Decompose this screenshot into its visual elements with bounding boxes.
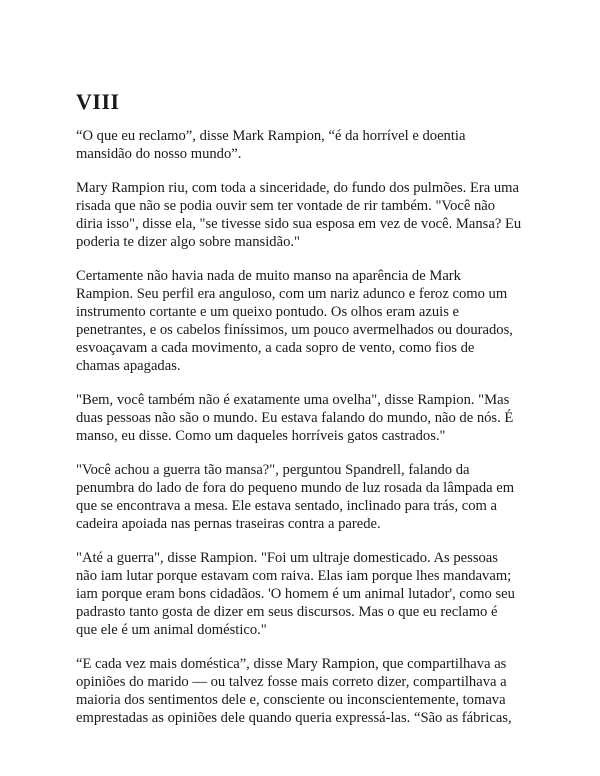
text-line: diria isso", disse ela, "se tivesse sido sua esposa em vez de você. Mansa? Eu: [76, 216, 522, 232]
text-line: iam porque eram bons cidadãos. 'O homem é um animal lutador', como seu: [76, 586, 515, 602]
text-line: poderia te dizer algo sobre mansidão.": [76, 234, 300, 250]
paragraph: [76, 391, 536, 445]
text-line: penumbra do lado de fora do pequeno mundo de luz rosada da lâmpada em: [76, 480, 515, 496]
text-line: cadeira apoiada nas pernas traseiras contra a parede.: [76, 516, 381, 532]
paragraph: [76, 179, 536, 251]
text-line: manso, eu disse. Como um daqueles horríveis gatos castrados.": [76, 428, 446, 444]
text-line: Mary Rampion riu, com toda a sinceridade, do fundo dos pulmões. Era uma: [76, 180, 519, 196]
text-line: maioria dos sentimentos dele e, consciente ou inconscientemente, tomava: [76, 692, 506, 708]
paragraph: [76, 267, 536, 375]
text-line: que se encontrava a mesa. Ele estava sentado, inclinado para trás, com a: [76, 498, 498, 514]
text-line: mansidão do nosso mundo”.: [76, 146, 242, 162]
text-line: não iam lutar porque estavam com raiva. Elas iam porque lhes mandavam;: [76, 568, 512, 584]
text-line: “O que eu reclamo”, disse Mark Rampion, “é da horrível e doentia: [76, 128, 466, 144]
text-line: chamas apagadas.: [76, 358, 181, 374]
text-line: "Você achou a guerra tão mansa?", perguntou Spandrell, falando da: [76, 462, 470, 478]
text-line: “E cada vez mais doméstica”, disse Mary Rampion, que compartilhava as: [76, 656, 507, 672]
paragraph: [76, 655, 536, 727]
chapter-title: VIII: [76, 89, 120, 114]
text-line: opiniões do marido — ou talvez fosse mais correto dizer, compartilhava a: [76, 674, 507, 690]
text-line: "Até a guerra", disse Rampion. "Foi um ultraje domesticado. As pessoas: [76, 550, 498, 566]
paragraph: [76, 461, 536, 533]
text-line: Certamente não havia nada de muito manso na aparência de Mark: [76, 268, 461, 284]
text-line: padrasto tanto gosta de dizer em seus discursos. Mas o que eu reclamo é: [76, 604, 498, 620]
text-line: emprestadas as opiniões dele quando queria expressá-las. “São as fábricas,: [76, 710, 512, 726]
text-line: Rampion. Seu perfil era anguloso, com um nariz adunco e feroz como um: [76, 286, 508, 302]
text-line: esvoaçavam a cada movimento, a cada sopro de vento, como fios de: [76, 340, 475, 356]
text-line: risada que não se podia ouvir sem ter vontade de rir também. "Você não: [76, 198, 496, 214]
paragraph: [76, 549, 536, 639]
paragraph: [76, 127, 536, 163]
text-line: "Bem, você também não é exatamente uma ovelha", disse Rampion. "Mas: [76, 392, 510, 408]
chapter-body: [76, 127, 536, 743]
text-line: duas pessoas não são o mundo. Eu estava falando do mundo, não de nós. É: [76, 410, 514, 426]
text-line: penetrantes, e os cabelos finíssimos, um pouco avermelhados ou dourados,: [76, 322, 513, 338]
text-line: instrumento cortante e um queixo pontudo. Os olhos eram azuis e: [76, 304, 460, 320]
text-line: que ele é um animal doméstico.": [76, 622, 267, 638]
